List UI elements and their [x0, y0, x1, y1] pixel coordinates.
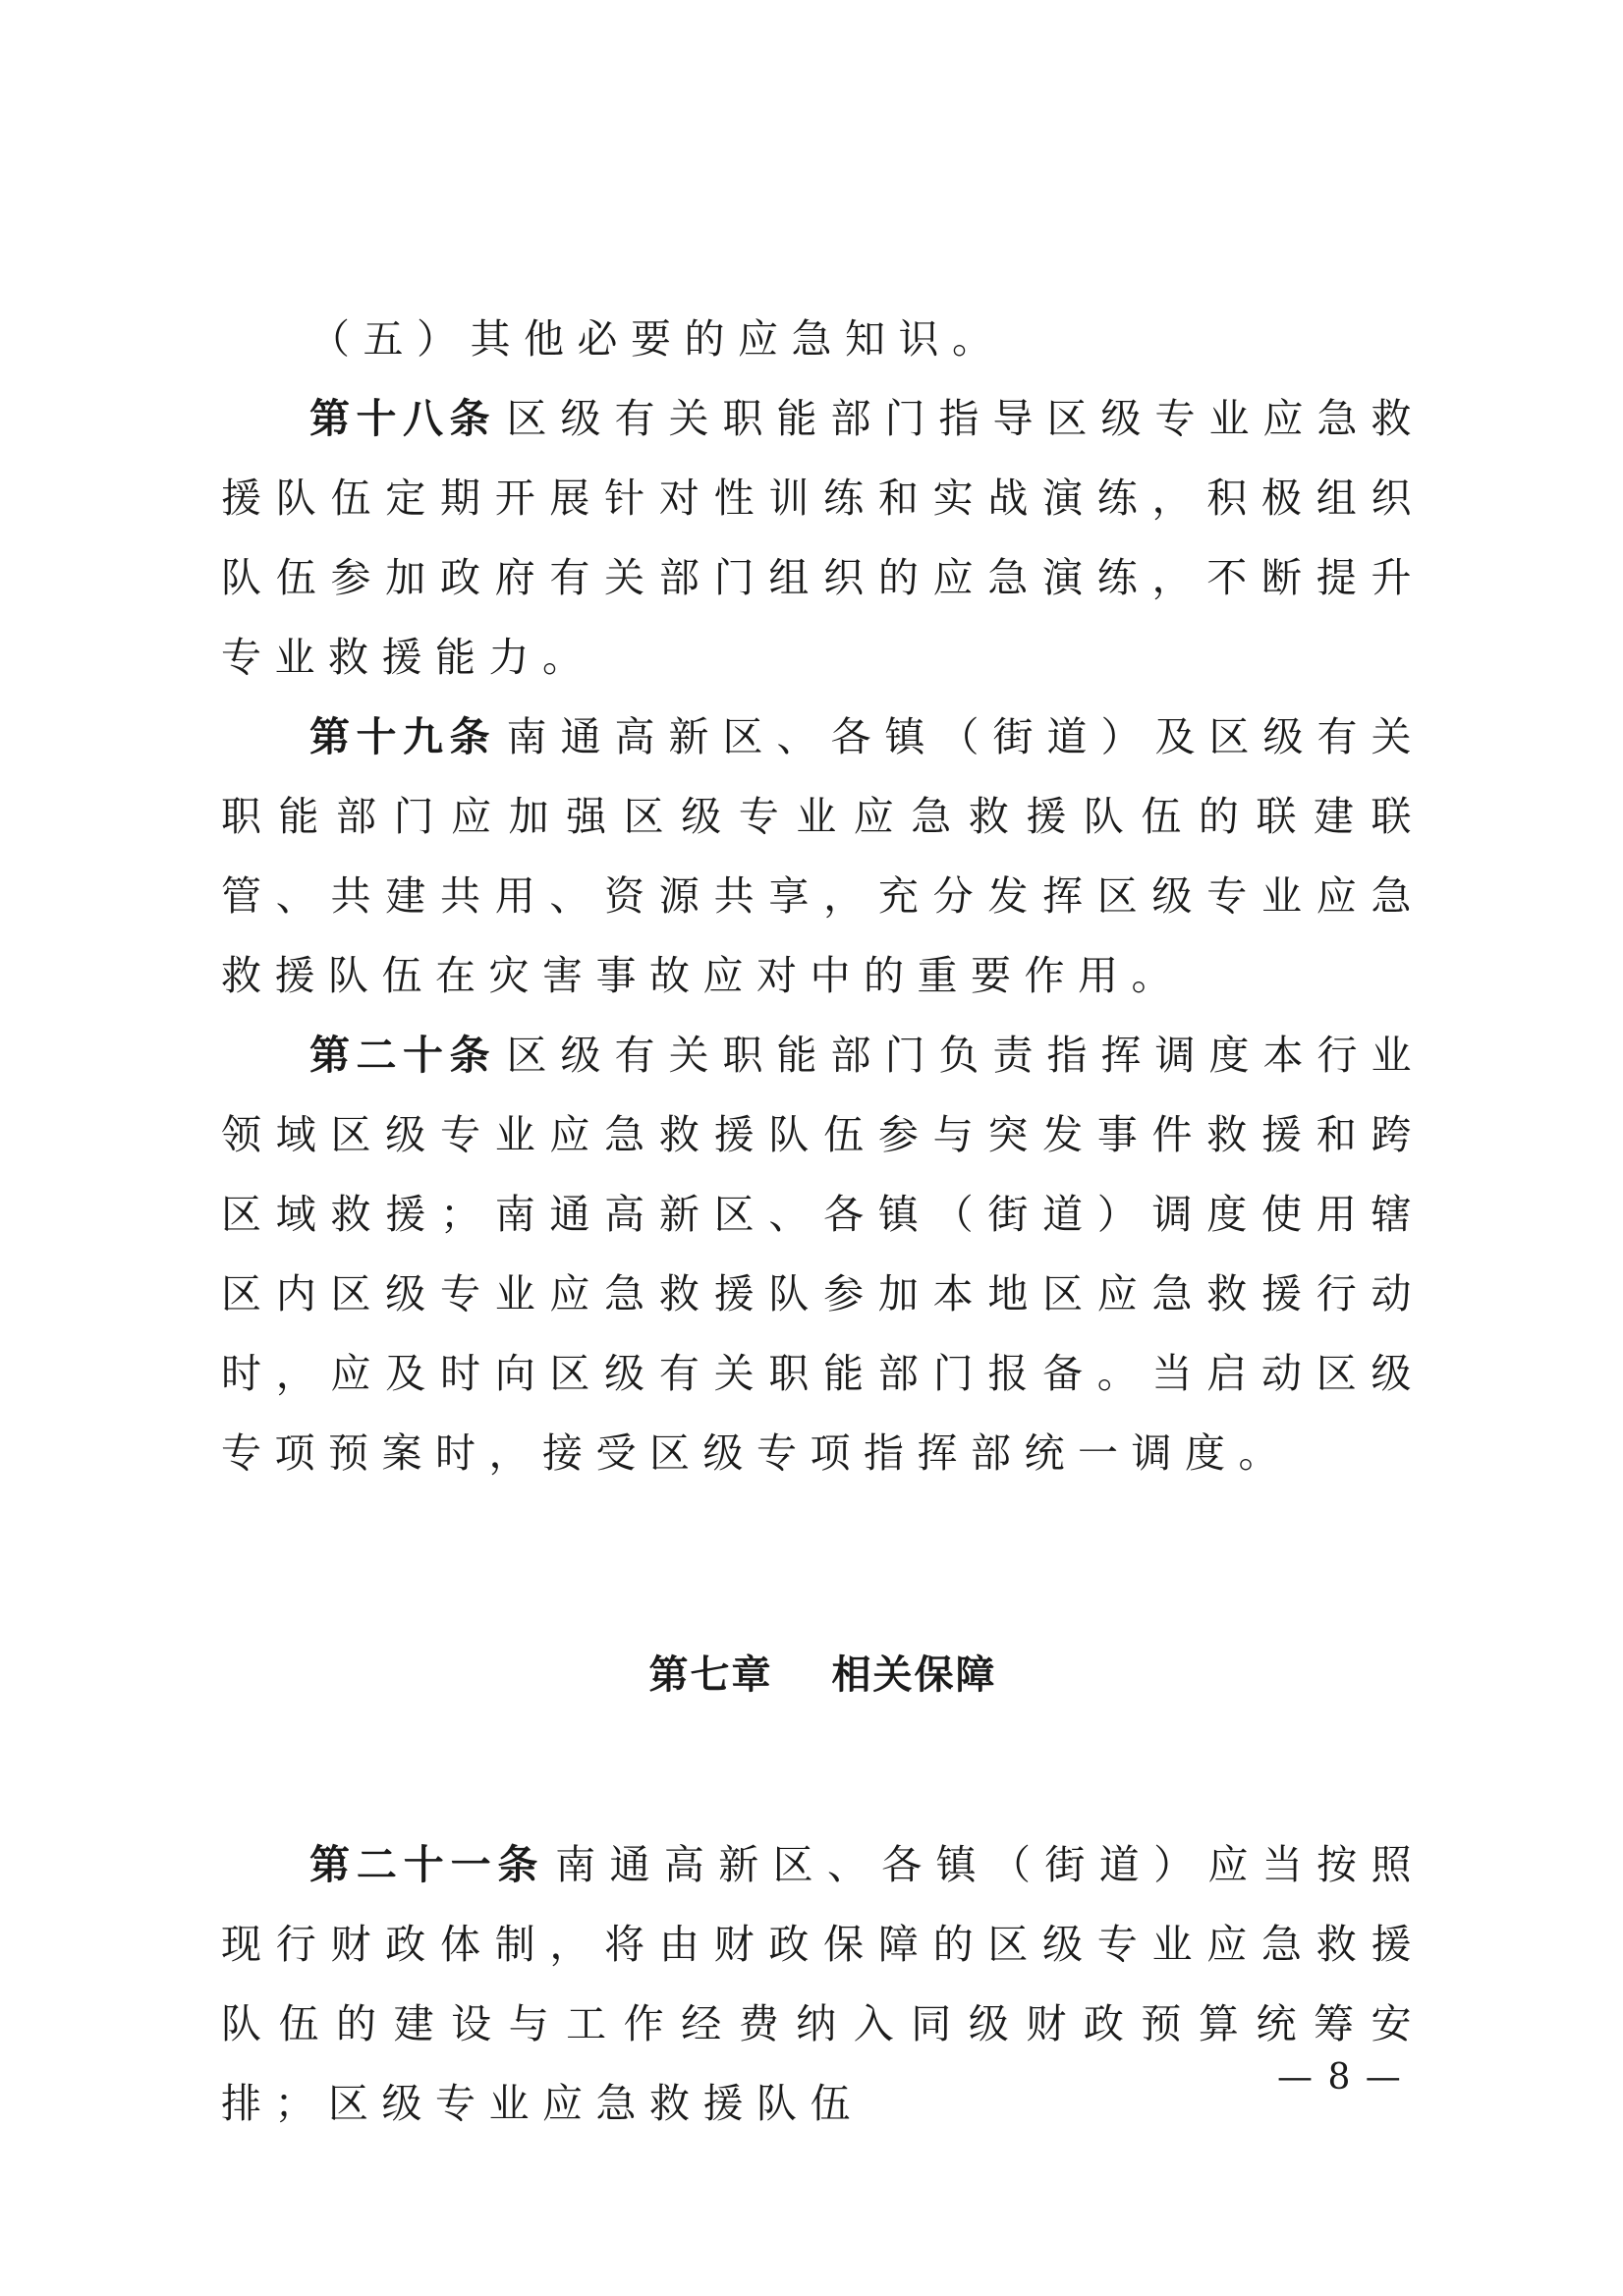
article-18 — [221, 379, 1425, 698]
article-19 — [221, 698, 1425, 1016]
chapter-heading — [221, 1646, 1425, 1705]
article-number: 第二十一条 — [309, 1841, 545, 1888]
article-number: 第十八条 — [309, 395, 496, 442]
chapter-number: 第七章 — [648, 1652, 773, 1698]
article-21 — [221, 1825, 1425, 2144]
paragraph-text: （五）其他必要的应急知识。 — [309, 315, 1006, 363]
article-text: 区级有关职能部门指导区级专业应急救援队伍定期开展针对性训练和实战演练，积极组织队伍参加政府有关部门组织的应急演练，不断提升专业救援能力。 — [221, 395, 1425, 681]
article-text: 南通高新区、各镇（街道）应当按照现行财政体制，将由财政保障的区级专业应急救援队伍的建设与工作经费纳入同级财政预算统筹安排；区级专业应急救援队伍 — [221, 1841, 1426, 2127]
article-number: 第十九条 — [309, 713, 496, 760]
article-text: 区级有关职能部门负责指挥调度本行业领域区级专业应急救援队伍参与突发事件救援和跨区域救援；南通高新区、各镇（街道）调度使用辖区内区级专业应急救援队参加本地区应急救援行动时，应及时向区级有关职能部门报备。当启动区级专项预案时，接受区级专项指挥部统一调度。 — [221, 1032, 1425, 1477]
article-number: 第二十条 — [309, 1032, 496, 1079]
document-body — [221, 300, 1425, 2144]
article-20 — [221, 1016, 1425, 1493]
article-text: 南通高新区、各镇（街道）及区级有关职能部门应加强区级专业应急救援队伍的联建联管、共建共用、资源共享，充分发挥区级专业应急救援队伍在灾害事故应对中的重要作用。 — [221, 713, 1425, 999]
page-number: — 8 — — [1277, 2057, 1403, 2098]
chapter-title: 相关保障 — [831, 1652, 997, 1698]
paragraph-item-5 — [221, 300, 1425, 379]
